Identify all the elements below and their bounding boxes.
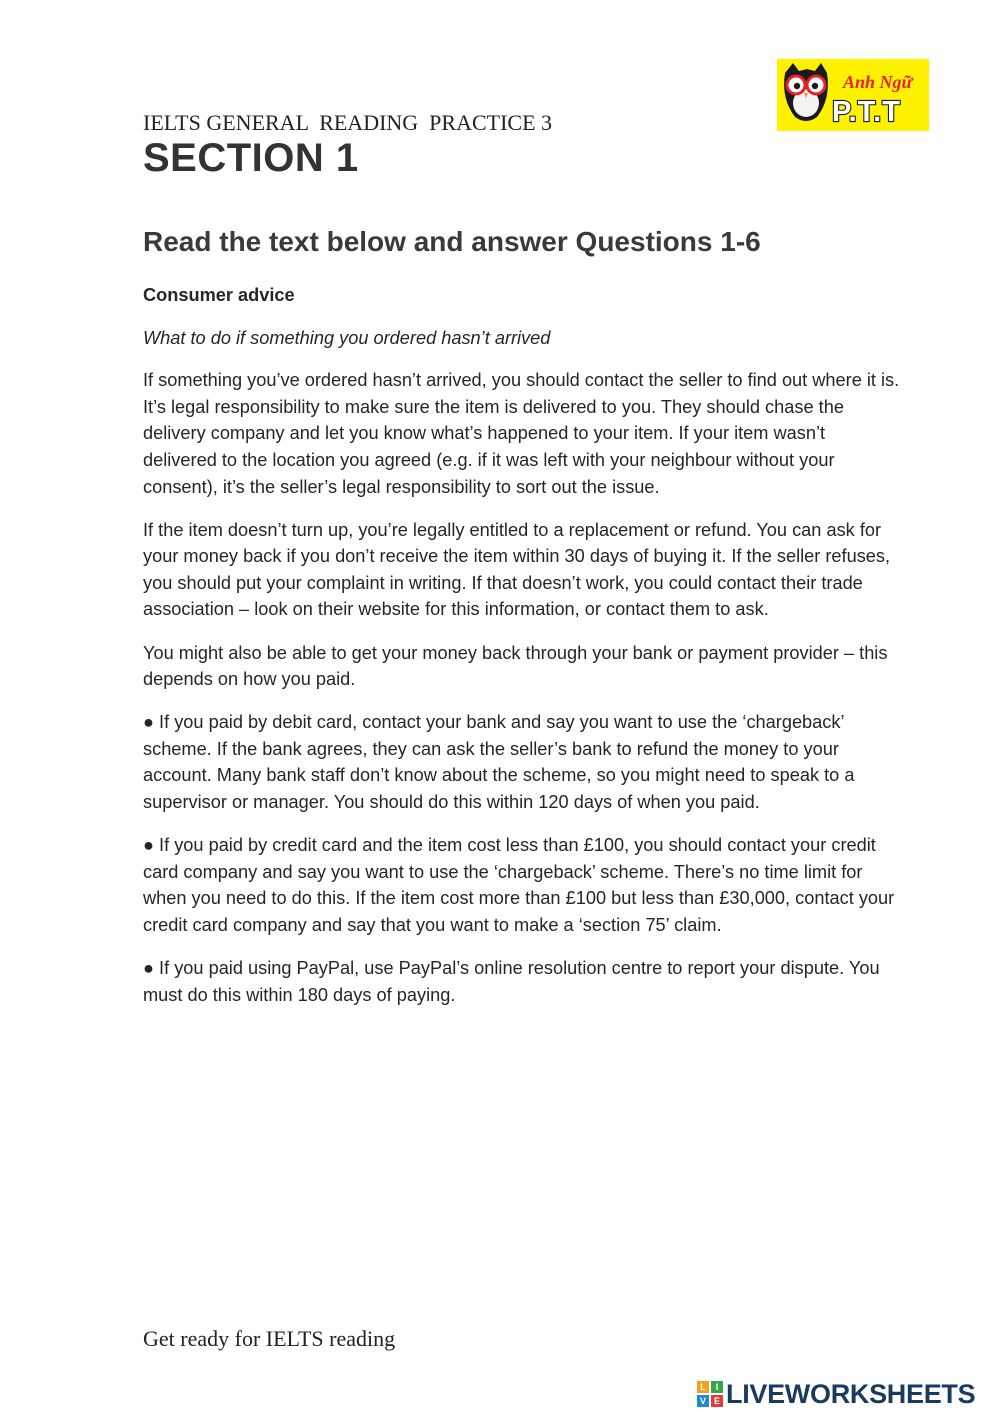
lw-mark-l: L xyxy=(697,1381,709,1393)
paragraph-3: You might also be able to get your money back through your bank or payment provider – this depends on how you paid. xyxy=(143,642,888,690)
logo-script-text: Anh Ngữ xyxy=(843,72,913,92)
ptt-logo xyxy=(777,59,929,131)
article-heading: Consumer advice xyxy=(143,285,295,305)
bullet-debit-card: ● If you paid by debit card, contact your bank and say you want to use the ‘chargeback’ scheme. If the bank agrees, they can ask the seller’s bank to refund the money to your account. Many bank staff don’t know about the scheme, so you might need to speak to a supervisor or manager. You should do this within 120 days of when you paid. xyxy=(143,712,855,812)
liveworksheets-logo-icon xyxy=(697,1381,723,1407)
document-subtitle: IELTS GENERAL READING PRACTICE 3 xyxy=(143,110,553,135)
reading-passage xyxy=(143,282,903,1025)
logo-brand-text: P.T.T xyxy=(832,96,901,128)
watermark-text: LIVEWORKSHEETS xyxy=(726,1378,976,1409)
bullet-credit-card: ● If you paid by credit card and the item cost less than £100, you should contact your credit card company and say you want to use the ‘chargeback’ scheme. There’s no time limit for when you need to do this. If the item cost more than £100 but less than £30,000, contact your credit card company and say that you want to make a ‘section 75’ claim. xyxy=(143,835,895,935)
lw-mark-i: I xyxy=(711,1381,723,1393)
owl-icon xyxy=(784,63,828,121)
article-subheading: What to do if something you ordered hasn’t arrived xyxy=(143,327,551,348)
paragraph-2: If the item doesn’t turn up, you’re legally entitled to a replacement or refund. You can ask for your money back if you don’t receive the item within 30 days of buying it. If the seller refuses, you should put your complaint in writing. If that doesn’t work, you could contact their trade association – look on their website for this information, or contact them to ask. xyxy=(143,519,891,620)
page-footer: Get ready for IELTS reading xyxy=(143,1326,396,1351)
section-title: SECTION 1 xyxy=(143,136,359,180)
liveworksheets-watermark xyxy=(697,1378,975,1410)
owl-logo-icon xyxy=(777,59,929,131)
lw-mark-v: V xyxy=(697,1395,709,1407)
instruction-heading: Read the text below and answer Questions 1-6 xyxy=(143,226,761,257)
lw-mark-e: E xyxy=(711,1395,723,1407)
paragraph-1: If something you’ve ordered hasn’t arrived, you should contact the seller to find out where it is. It’s legal responsibility to make sure the item is delivered to you. They should chase the delivery company and let you know what’s happened to your item. If your item wasn’t delivered to the location you agreed (e.g. if it was left with your neighbour without your consent), it’s the seller’s legal responsibility to sort out the issue. xyxy=(143,370,900,497)
bullet-paypal: ● If you paid using PayPal, use PayPal’s online resolution centre to report your dispute. You must do this within 180 days of paying. xyxy=(143,957,880,1005)
